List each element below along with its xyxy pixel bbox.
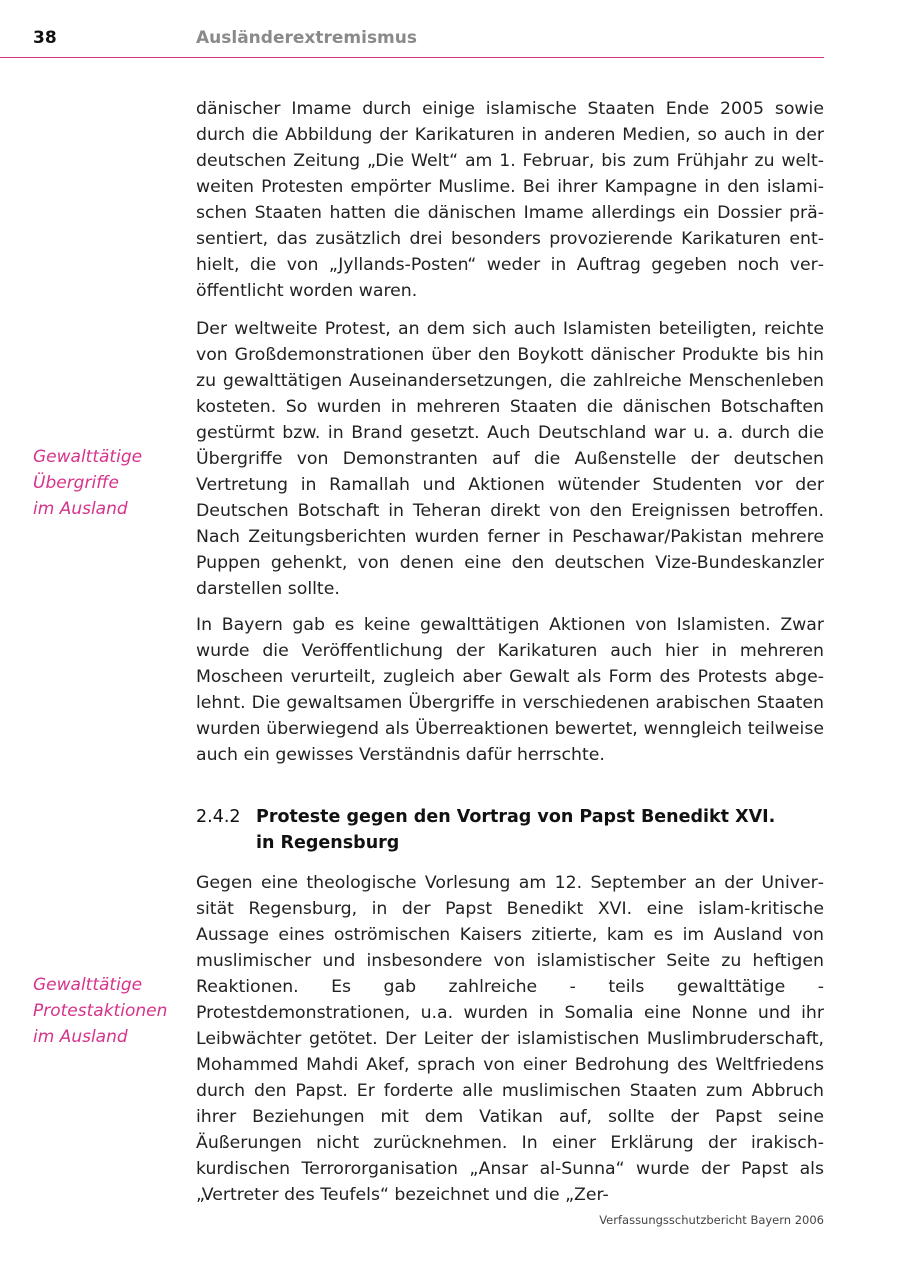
margin-note-line: Gewalttätige [33,447,143,467]
margin-note-line: Übergriffe [33,473,119,493]
margin-note-line: im Ausland [33,1027,128,1047]
page-header [0,0,824,58]
running-section-title: Ausländerextremismus [196,28,417,48]
subsection-title-line: in Regensburg [256,833,400,853]
page-number: 38 [33,28,57,48]
subsection-number: 2.4.2 [196,807,241,827]
paragraph-4: Gegen eine theologische Vorlesung am 12. September an der Universität Regensburg, in der Papst Benedikt XVI. eine islam-kritische Aussage eines oströmischen Kaisers zitierte, kam es im Ausland von muslimischer und insbesondere von islamistischer Seite zu heftigen Reaktionen. Es gab zahlreiche - teils gewalttätige - Protestdemonstrationen, u.a. wurden in Somalia eine Nonne und ihr Leibwächter getötet. Der Leiter der islamistischen Muslimbruderschaft, Mohammed Mahdi Akef, sprach von einer Bedrohung des Weltfriedens durch den Papst. Er forderte alle muslimischen Staaten zum Abbruch ihrer Beziehungen mit dem Vatikan auf, sollte der Papst seine Äußerungen nicht zurücknehmen. In einer Erklärung der irakisch-kurdischen Terrororganisation „Ansar al-Sunna“ wurde der Papst als „Vertreter des Teufels“ bezeichnet und die „Zer- [196,873,824,1205]
paragraph-2: Der weltweite Protest, an dem sich auch Islamisten beteiligten, reichte von Großdemonstrationen über den Boykott dänischer Produkte bis hin zu gewalttätigen Auseinandersetzungen, die zahlreiche Menschenleben kosteten. So wurden in mehreren Staaten die dänischen Botschaften gestürmt bzw. in Brand gesetzt. Auch Deutschland war u. a. durch die Übergriffe von Demonstranten auf die Außenstelle der deutschen Vertretung in Ramallah und Aktionen wütender Studenten vor der Deutschen Botschaft in Teheran direkt von den Ereignissen betroffen. Nach Zeitungsberichten wurden ferner in Peschawar/Pakistan mehrere Puppen gehenkt, von denen eine den deutschen Vize-Bundeskanzler darstellen sollte. [196,319,824,599]
subsection-title-line: Proteste gegen den Vortrag von Papst Benedikt XVI. [256,807,776,827]
page-footer: Verfassungsschutzbericht Bayern 2006 [599,1213,824,1227]
margin-note-violent-attacks [33,444,183,522]
margin-note-line: Protestaktionen [33,1001,168,1021]
subsection-title [256,804,816,856]
margin-note-line: im Ausland [33,499,128,519]
paragraph-3: In Bayern gab es keine gewalttätigen Aktionen von Islamisten. Zwar wurde die Veröffentlichung der Karikaturen auch hier in mehreren Moscheen verurteilt, zugleich aber Gewalt als Form des Protests abgelehnt. Die gewaltsamen Übergriffe in verschiedenen arabischen Staaten wurden überwiegend als Überreaktionen bewertet, wenngleich teilweise auch ein gewisses Verständnis dafür herrschte. [196,615,824,765]
margin-note-line: Gewalttätige [33,975,143,995]
paragraph-1: dänischer Imame durch einige islamische Staaten Ende 2005 sowie durch die Abbildung der Karikaturen in anderen Medien, so auch in der deutschen Zeitung „Die Welt“ am 1. Februar, bis zum Frühjahr zu weltweiten Protesten empörter Muslime. Bei ihrer Kampagne in den islamischen Staaten hatten die dänischen Imame allerdings ein Dossier präsentiert, das zusätzlich drei besonders provozierende Karikaturen enthielt, die von „Jyllands-Posten“ weder in Auftrag gegeben noch veröffentlicht worden waren. [196,99,824,301]
margin-note-violent-protests [33,972,183,1050]
